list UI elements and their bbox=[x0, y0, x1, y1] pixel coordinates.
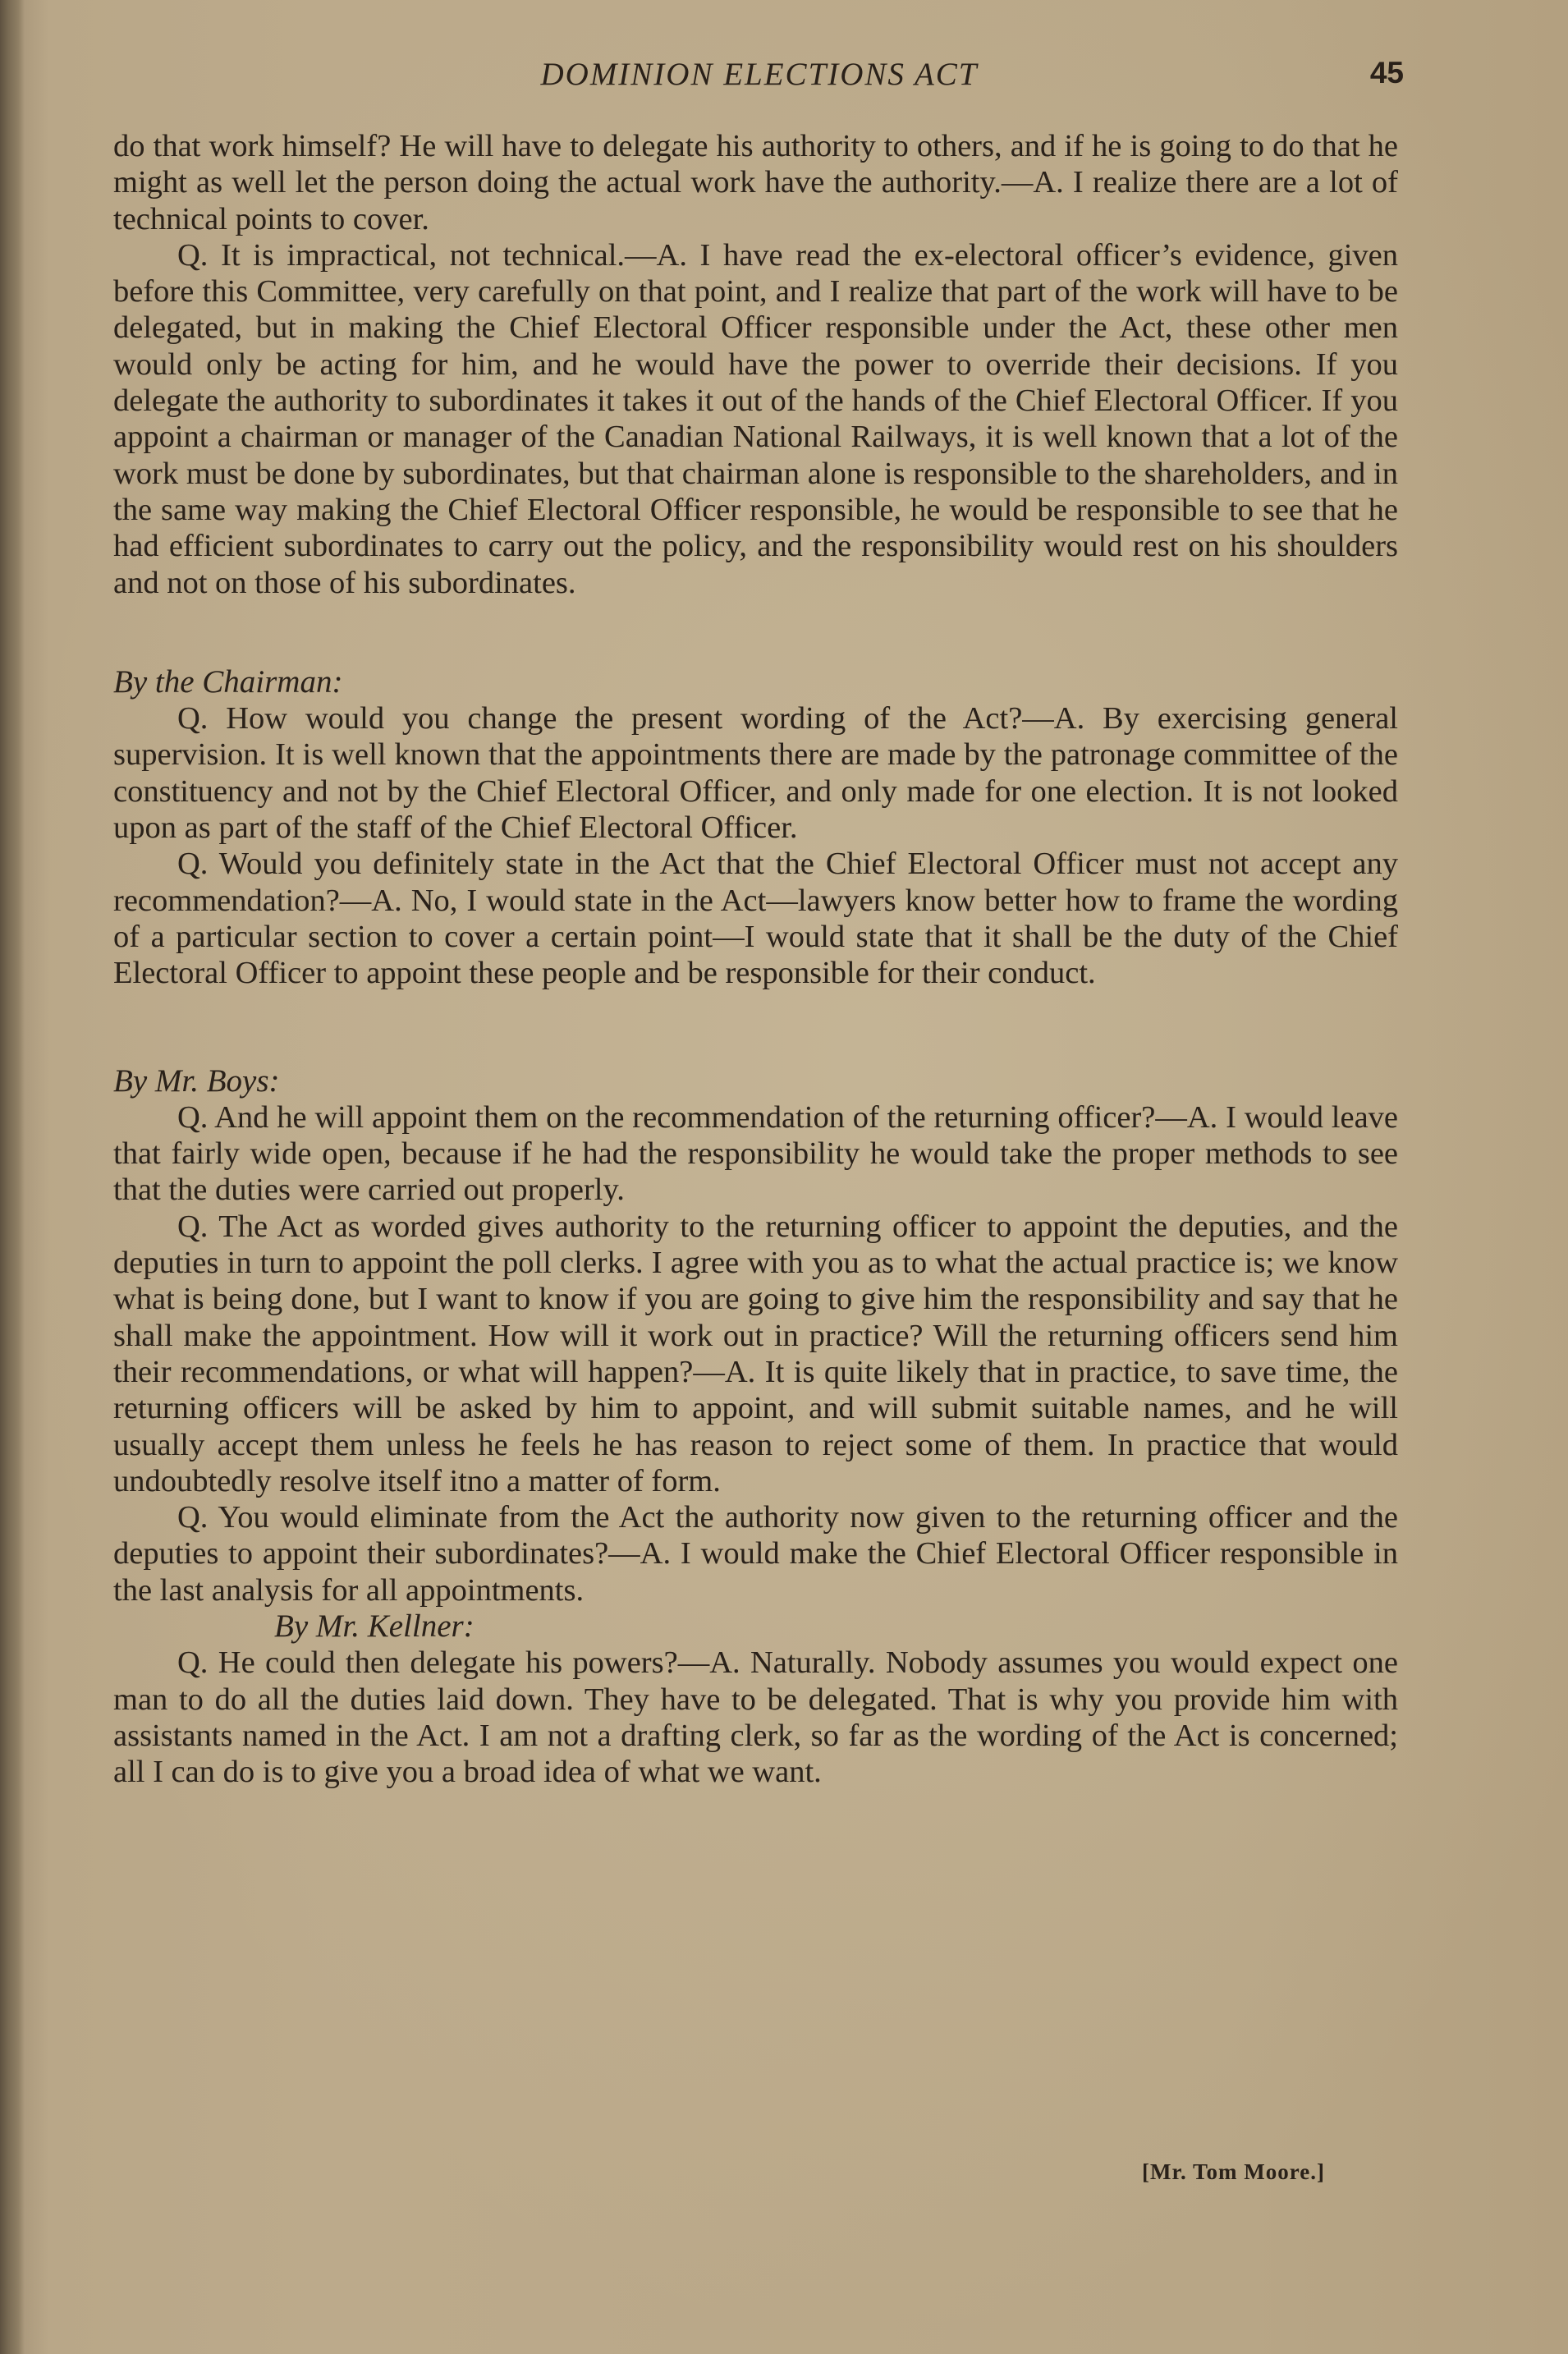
paragraph: Q. The Act as worded gives authority to the returning officer to appoint the deputies, and the deputies in turn to appoint the poll clerks. I agree with you as to what the actual practice is; we know what is being done, but I want to know if you are going to give him the responsibility and say that he shall make the appointment. How will it work out in practice? Will the returning officers send him their recommendations, or what will happen?—A. It is quite likely that in practice, to save time, the returning officers will be asked by him to appoint, and will submit suitable names, and he will usually accept them unless he feels he has reason to reject some of them. In practice that would undoubtedly resolve itself itno a matter of form. bbox=[113, 1209, 1398, 1498]
speaker-heading-chairman: By the Chairman: bbox=[113, 663, 343, 700]
paragraph: Q. And he will appoint them on the recommendation of the returning officer?—A. I would leave that fairly wide open, because if he had the responsibility he would take the proper methods to see that the duties were carried out properly. bbox=[113, 1099, 1398, 1208]
paragraph: do that work himself? He will have to delegate his authority to others, and if he is going to do that he might as well let the person doing the actual work have the authority.—A. I realize there are a lot of technical points to cover. bbox=[113, 129, 1398, 236]
page-number: 45 bbox=[1369, 56, 1404, 89]
paragraph: Q. How would you change the present wording of the Act?—A. By exercising general supervision. It is well known that the appointments there are made by the patronage committee of the constituency and not by the Chief Electoral Officer, and only made for one election. It is not looked upon as part of the staff of the Chief Electoral Officer. bbox=[113, 701, 1398, 846]
speaker-attribution: [Mr. Tom Moore.] bbox=[1142, 2159, 1325, 2184]
page-header bbox=[115, 56, 1404, 97]
book-spine-shadow bbox=[0, 0, 25, 2354]
paragraph: Q. He could then delegate his powers?—A. Naturally. Nobody assumes you would expect one man to do all the duties laid down. They have to be delegated. That is why you provide him with assistants named in the Act. I am not a drafting clerk, so far as the wording of the Act is concerned; all I can do is to give you a broad idea of what we want. bbox=[113, 1645, 1398, 1790]
speaker-heading-mr-boys: By Mr. Boys: bbox=[113, 1062, 280, 1099]
running-title: DOMINION ELECTIONS ACT bbox=[540, 57, 979, 92]
paragraph: Q. Would you definitely state in the Act that the Chief Electoral Officer must not accept any recommendation?—A. No, I would state in the Act—lawyers know better how to frame the wording of a particular section to cover a certain point—I would state that it shall be the duty of the Chief Electoral Officer to appoint these people and be responsible for their conduct. bbox=[113, 847, 1398, 991]
paragraph: Q. It is impractical, not technical.—A. I have read the ex-electoral officer’s evidence, given before this Committee, very carefully on that point, and I realize that part of the work will have to be delegated, but in making the Chief Electoral Officer responsible under the Act, these other men would only be acting for him, and he would have the power to override their decisions. If you delegate the authority to subordinates it takes it out of the hands of the Chief Electoral Officer. If you appoint a chairman or manager of the Canadian National Railways, it is well known that a lot of the work must be done by subordinates, but that chairman alone is responsible to the shareholders, and in the same way making the Chief Electoral Officer responsible, he would be responsible to see that he had efficient subordinates to carry out the policy, and the responsibility would rest on his shoulders and not on those of his subordinates. bbox=[113, 237, 1398, 600]
page-body bbox=[113, 128, 1398, 1790]
speaker-heading-mr-kellner: By Mr. Kellner: bbox=[274, 1608, 475, 1644]
paragraph: Q. You would eliminate from the Act the authority now given to the returning officer and the deputies to appoint their subordinates?—A. I would make the Chief Electoral Officer responsible in the last analysis for all appointments. bbox=[113, 1500, 1398, 1608]
